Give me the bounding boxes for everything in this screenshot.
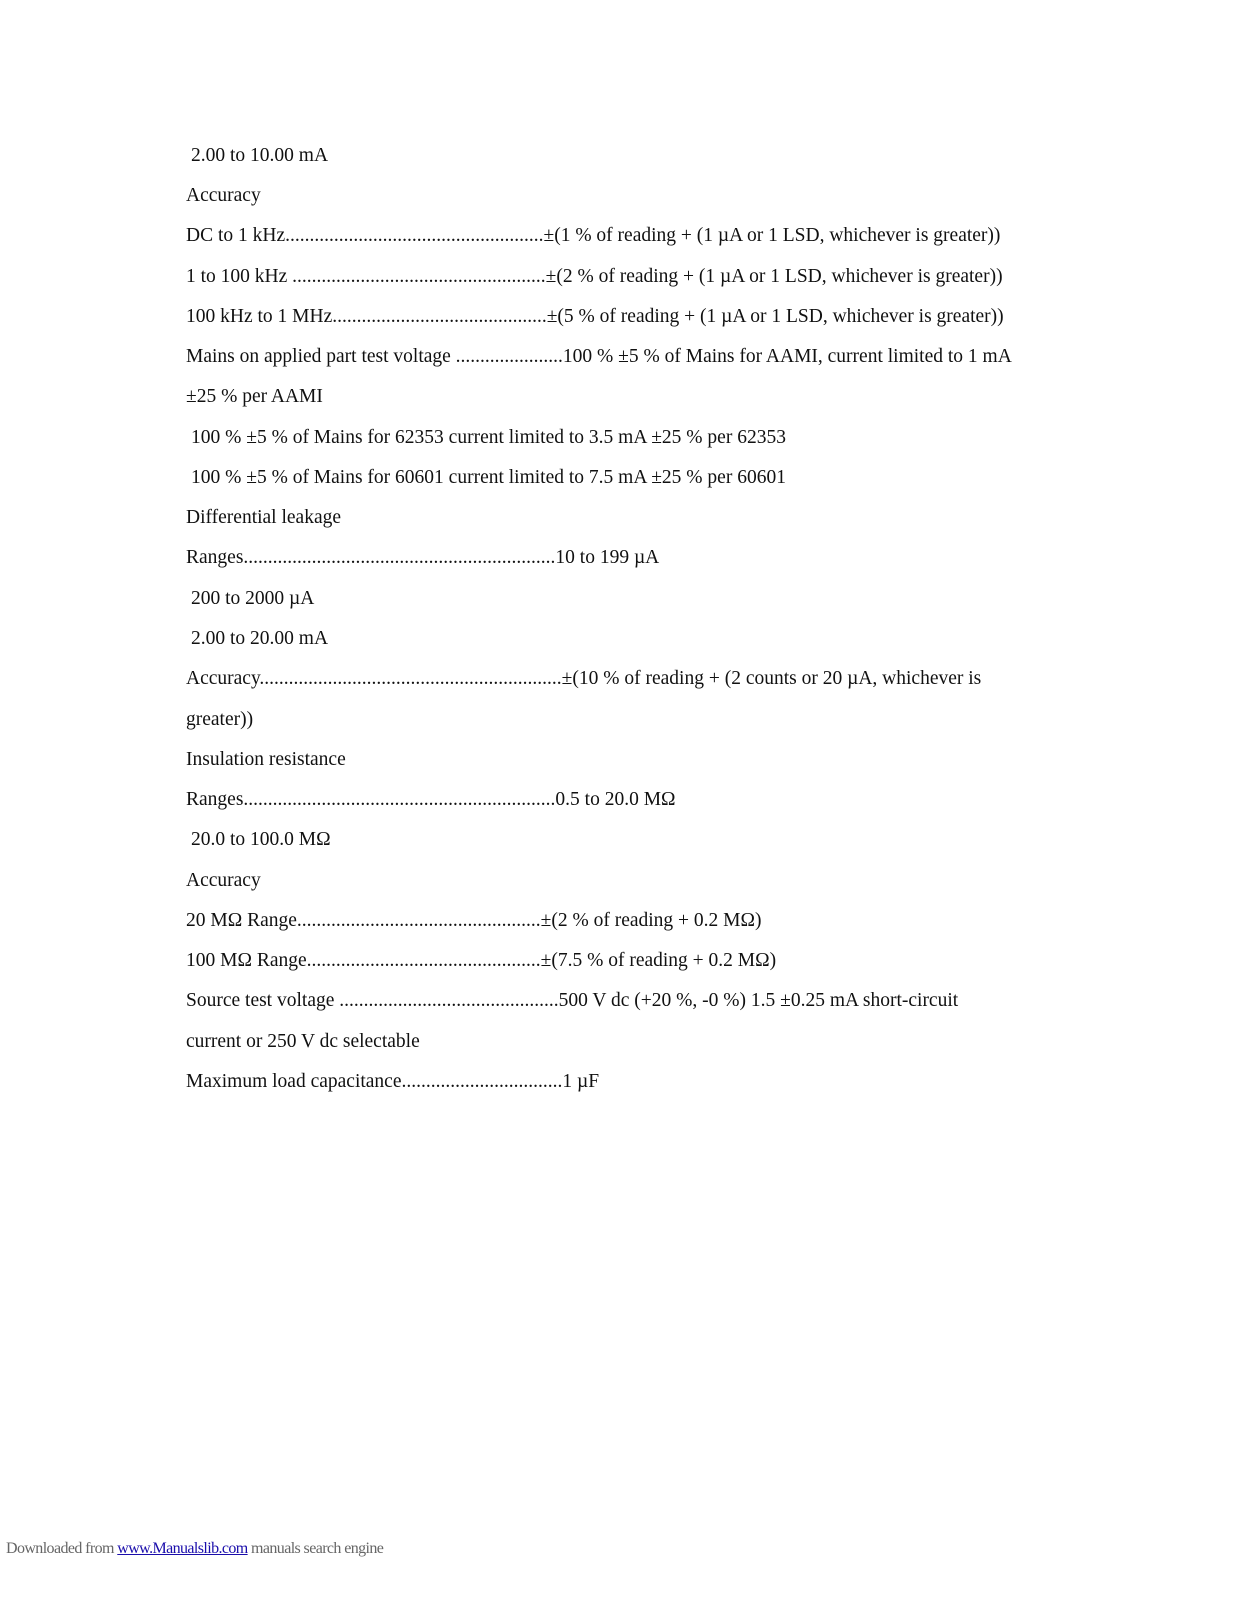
footer-prefix: Downloaded from: [6, 1540, 118, 1557]
spec-line: Ranges................................................................0.5 to 20.0 MΩ: [186, 789, 676, 810]
spec-line: 2.00 to 10.00 mA: [191, 145, 329, 166]
spec-line: 100 % ±5 % of Mains for 60601 current limited to 7.5 mA ±25 % per 60601: [191, 467, 786, 488]
spec-line: 100 MΩ Range................................................±(7.5 % of reading + 0.2 MΩ): [186, 950, 777, 971]
spec-line: Accuracy: [186, 185, 261, 206]
section-heading: Insulation resistance: [186, 749, 346, 770]
footer-suffix: manuals search engine: [247, 1540, 384, 1557]
spec-line: 100 kHz to 1 MHz............................................±(5 % of reading + (1 µA or 1 LSD, whichever is greater)): [186, 306, 1004, 327]
spec-line: Source test voltage .............................................500 V dc (+20 %, -0 %) 1.5 ±0.25 mA short-circuit: [186, 990, 959, 1011]
section-heading: Differential leakage: [186, 507, 342, 528]
spec-line: 20 MΩ Range..................................................±(2 % of reading + 0.2 MΩ): [186, 910, 762, 931]
spec-line: Ranges................................................................10 to 199 µA: [186, 547, 660, 568]
spec-line: 100 % ±5 % of Mains for 62353 current limited to 3.5 mA ±25 % per 62353: [191, 427, 786, 448]
spec-line: ±25 % per AAMI: [186, 386, 323, 407]
spec-line: 1 to 100 kHz ....................................................±(2 % of reading + (1 µA or 1 LSD, whichever is greater)): [186, 266, 1003, 287]
spec-line: greater)): [186, 709, 254, 730]
spec-line: current or 250 V dc selectable: [186, 1031, 420, 1052]
spec-line: 2.00 to 20.00 mA: [191, 628, 329, 649]
spec-line: Accuracy..............................................................±(10 % of reading + (2 counts or 20 µA, whichever is: [186, 668, 982, 689]
spec-line: 20.0 to 100.0 MΩ: [191, 829, 331, 850]
spec-line: Accuracy: [186, 870, 261, 891]
spec-line: Mains on applied part test voltage ......................100 % ±5 % of Mains for AAMI, current limited to 1 mA: [186, 346, 1012, 367]
manualslib-link[interactable]: www.Manualslib.com: [117, 1540, 248, 1557]
spec-line: 200 to 2000 µA: [191, 588, 315, 609]
spec-line: DC to 1 kHz.....................................................±(1 % of reading + (1 µA or 1 LSD, whichever is greater)): [186, 225, 1001, 246]
download-footer: [6, 1540, 383, 1558]
spec-line: Maximum load capacitance.................................1 µF: [186, 1071, 600, 1092]
